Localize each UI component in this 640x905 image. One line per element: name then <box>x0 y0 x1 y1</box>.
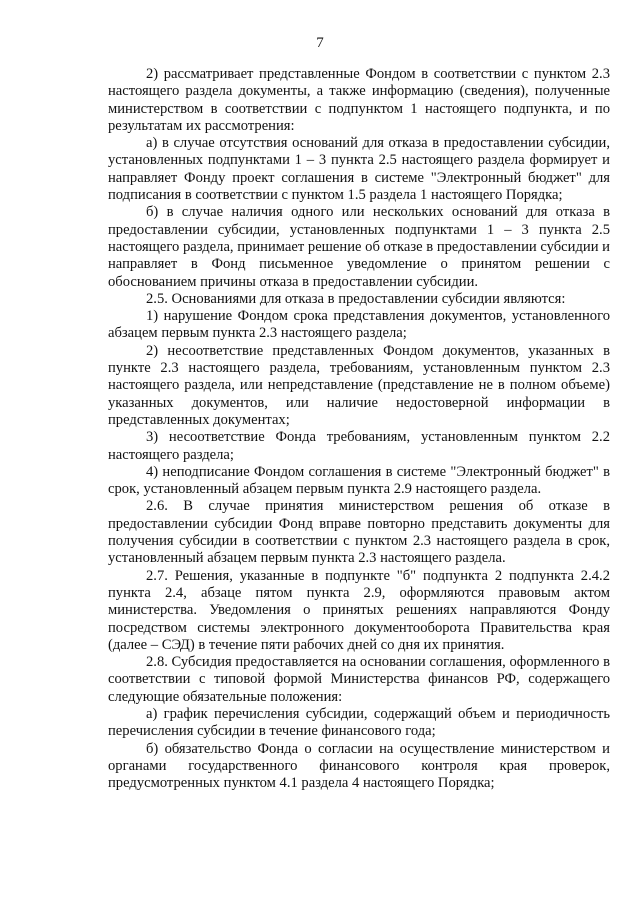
paragraph: 2.5. Основаниями для отказа в предоставлении субсидии являются: <box>146 290 566 307</box>
paragraph: 2) рассматривает представленные Фондом в соответствии с пунктом 2.3 настоящего раздела документы, а также информацию (сведения), полученные министерством в соответствии с подпунктом 1 настоящего подпункта, и по результатам их рассмотрения: <box>108 66 610 134</box>
paragraph: 2.7. Решения, указанные в подпункте "б" подпункта 2 подпункта 2.4.2 пункта 2.4, абзаце пятом пункта 2.9, оформляются правовым актом министерства. Уведомления о принятых решениях направляются Фонду посредством системы электронного документооборота Правительства края (далее – СЭД) в течение пяти рабочих дней со дня их принятия. <box>108 567 610 653</box>
paragraph: 2.8. Субсидия предоставляется на основании соглашения, оформленного в соответствии с типовой формой Министерства финансов РФ, содержащего следующие обязательные положения: <box>108 654 610 705</box>
paragraph: 2) несоответствие представленных Фондом документов, указанных в пункте 2.3 настоящего раздела, требованиям, установленным пунктом 2.3 настоящего раздела, или непредставление (представление не в полном объеме) указанных документов, или наличие недостоверной информации в представленных документах; <box>108 342 610 428</box>
paragraph: 4) неподписание Фондом соглашения в системе "Электронный бюджет" в срок, установленный абзацем первым пункта 2.9 настоящего раздела. <box>108 463 610 498</box>
paragraph: 3) несоответствие Фонда требованиям, установленным пунктом 2.2 настоящего раздела; <box>108 429 610 463</box>
paragraph: а) в случае отсутствия оснований для отказа в предоставлении субсидии, установленных подпунктами 1 – 3 пункта 2.5 настоящего раздела формирует и направляет Фонду проект соглашения в системе "Электронный бюджет" для подписания в соответствии с пунктом 1.5 раздела 1 настоящего Порядка; <box>108 135 610 204</box>
paragraph: б) обязательство Фонда о согласии на осуществление министерством и органами государственного финансового контроля края проверок, предусмотренных пунктом 4.1 раздела 4 настоящего Порядка; <box>108 740 610 792</box>
paragraph: б) в случае наличия одного или нескольких оснований для отказа в предоставлении субсидии, установленных подпунктами 1 – 3 пункта 2.5 настоящего раздела, принимает решение об отказе в предоставлении субсидии и направляет в Фонд письменное уведомление о принятом решении с обоснованием причины отказа в предоставлении субсидии. <box>108 204 610 290</box>
document-body <box>108 66 610 792</box>
paragraph: 1) нарушение Фондом срока представления документов, установленного абзацем первым пункта 2.3 настоящего раздела; <box>108 308 610 342</box>
paragraph: 2.6. В случае принятия министерством решения об отказе в предоставлении субсидии Фонд вправе повторно представить документы для получения субсидии в соответствии с пунктом 2.3 настоящего раздела в срок, установленный абзацем первым пункта 2.3 настоящего раздела. <box>108 498 610 567</box>
page-number: 7 <box>316 35 324 51</box>
paragraph: а) график перечисления субсидии, содержащий объем и периодичность перечисления субсидии в течение финансового года; <box>108 705 610 740</box>
